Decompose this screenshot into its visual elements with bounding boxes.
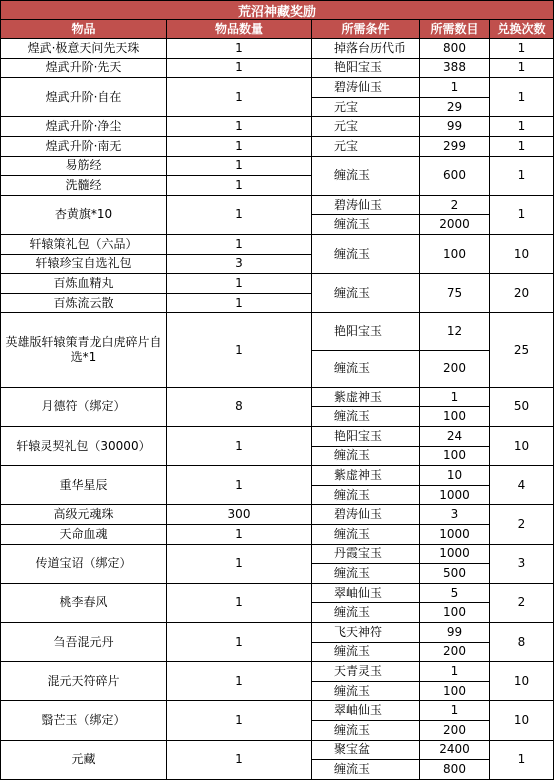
condition-name: 缠流玉 <box>312 274 420 313</box>
condition-num: 200 <box>420 351 490 388</box>
item-name: 高级元魂珠 <box>0 505 167 525</box>
condition-num: 2000 <box>420 215 490 235</box>
item-qty: 1 <box>167 525 312 545</box>
exchange-times: 1 <box>490 196 554 235</box>
item-qty: 1 <box>167 196 312 235</box>
item-name: 翳芒玉（绑定） <box>0 701 167 740</box>
condition-name: 缠流玉 <box>312 760 420 780</box>
condition-name: 聚宝盆 <box>312 741 420 761</box>
item-name: 英雄版轩辕策青龙白虎碎片自选*1 <box>0 313 167 387</box>
condition-num: 299 <box>420 137 490 157</box>
condition-name: 元宝 <box>312 137 420 157</box>
condition-name: 翠岫仙玉 <box>312 701 420 721</box>
exchange-times: 1 <box>490 78 554 117</box>
condition-name: 缠流玉 <box>312 603 420 623</box>
exchange-times: 1 <box>490 137 554 157</box>
condition-name: 掉落台历代币 <box>312 39 420 59</box>
condition-name: 翠岫仙玉 <box>312 584 420 604</box>
condition-num: 29 <box>420 98 490 118</box>
item-name: 混元天符碎片 <box>0 662 167 701</box>
condition-name: 缠流玉 <box>312 235 420 274</box>
condition-num: 100 <box>420 682 490 702</box>
condition-num: 1 <box>420 78 490 98</box>
exchange-times: 1 <box>490 157 554 196</box>
exchange-times: 1 <box>490 741 554 780</box>
condition-num: 5 <box>420 584 490 604</box>
item-name: 轩辕策礼包（六品） <box>0 235 167 255</box>
exchange-times: 25 <box>490 313 554 387</box>
condition-name: 缠流玉 <box>312 486 420 506</box>
item-name: 杏黄旗*10 <box>0 196 167 235</box>
condition-num: 500 <box>420 564 490 584</box>
item-qty: 1 <box>167 466 312 505</box>
item-qty: 1 <box>167 235 312 255</box>
item-qty: 1 <box>167 78 312 117</box>
condition-name: 天青灵玉 <box>312 662 420 682</box>
exchange-times: 1 <box>490 39 554 59</box>
condition-name: 紫虚神玉 <box>312 466 420 486</box>
item-name: 易筋经 <box>0 157 167 177</box>
item-name: 传道宝诏（绑定） <box>0 545 167 584</box>
condition-name: 飞天神符 <box>312 623 420 643</box>
item-name: 轩辕灵契礼包（30000） <box>0 427 167 466</box>
item-qty: 1 <box>167 274 312 294</box>
item-name: 煌武升阶·南无 <box>0 137 167 157</box>
item-name: 百炼流云散 <box>0 294 167 314</box>
item-name: 重华星辰 <box>0 466 167 505</box>
item-qty: 1 <box>167 59 312 79</box>
item-qty: 3 <box>167 255 312 275</box>
exchange-times: 1 <box>490 117 554 137</box>
exchange-times: 2 <box>490 584 554 623</box>
condition-num: 1000 <box>420 525 490 545</box>
item-qty: 1 <box>167 137 312 157</box>
condition-name: 缠流玉 <box>312 447 420 467</box>
header-item-qty: 物品数量 <box>167 20 312 39</box>
item-qty: 1 <box>167 584 312 623</box>
exchange-times: 10 <box>490 662 554 701</box>
condition-name: 缠流玉 <box>312 682 420 702</box>
condition-name: 艳阳宝玉 <box>312 59 420 79</box>
condition-num: 600 <box>420 157 490 196</box>
condition-num: 100 <box>420 603 490 623</box>
condition-num: 10 <box>420 466 490 486</box>
condition-name: 丹霞宝玉 <box>312 545 420 565</box>
exchange-times: 20 <box>490 274 554 313</box>
condition-num: 800 <box>420 39 490 59</box>
condition-num: 100 <box>420 447 490 467</box>
condition-name: 缠流玉 <box>312 564 420 584</box>
item-qty: 1 <box>167 294 312 314</box>
condition-num: 100 <box>420 407 490 427</box>
condition-num: 200 <box>420 721 490 741</box>
condition-name: 艳阳宝玉 <box>312 313 420 350</box>
condition-name: 缠流玉 <box>312 407 420 427</box>
item-qty: 1 <box>167 427 312 466</box>
condition-num: 99 <box>420 117 490 137</box>
condition-num: 2400 <box>420 741 490 761</box>
condition-num: 12 <box>420 313 490 350</box>
item-qty: 1 <box>167 313 312 387</box>
header-item: 物品 <box>0 20 167 39</box>
exchange-times: 50 <box>490 388 554 427</box>
condition-num: 1000 <box>420 486 490 506</box>
condition-name: 缠流玉 <box>312 157 420 196</box>
item-name: 刍吾混元丹 <box>0 623 167 662</box>
exchange-times: 2 <box>490 505 554 544</box>
item-name: 元藏 <box>0 741 167 780</box>
header-exchange-times: 兑换次数 <box>490 20 554 39</box>
item-name: 煌武升阶·先天 <box>0 59 167 79</box>
item-qty: 8 <box>167 388 312 427</box>
exchange-times: 10 <box>490 427 554 466</box>
item-name: 煌武升阶·净尘 <box>0 117 167 137</box>
item-qty: 1 <box>167 157 312 177</box>
condition-name: 缠流玉 <box>312 525 420 545</box>
item-qty: 1 <box>167 176 312 196</box>
condition-num: 100 <box>420 235 490 274</box>
header-required-num: 所需数目 <box>420 20 490 39</box>
condition-name: 碧涛仙玉 <box>312 196 420 216</box>
condition-num: 388 <box>420 59 490 79</box>
item-qty: 300 <box>167 505 312 525</box>
condition-num: 1000 <box>420 545 490 565</box>
exchange-times: 3 <box>490 545 554 584</box>
condition-name: 艳阳宝玉 <box>312 427 420 447</box>
condition-name: 缠流玉 <box>312 721 420 741</box>
table-title: 荒沼神藏奖励 <box>0 0 554 20</box>
condition-num: 1 <box>420 662 490 682</box>
item-qty: 1 <box>167 117 312 137</box>
item-qty: 1 <box>167 741 312 780</box>
item-name: 百炼血精丸 <box>0 274 167 294</box>
condition-name: 元宝 <box>312 98 420 118</box>
condition-num: 1 <box>420 701 490 721</box>
item-qty: 1 <box>167 701 312 740</box>
item-name: 轩辕珍宝自选礼包 <box>0 255 167 275</box>
condition-num: 200 <box>420 643 490 663</box>
condition-name: 碧涛仙玉 <box>312 78 420 98</box>
condition-num: 1 <box>420 388 490 408</box>
exchange-times: 8 <box>490 623 554 662</box>
item-name: 月德符（绑定） <box>0 388 167 427</box>
item-name: 桃李春风 <box>0 584 167 623</box>
condition-num: 2 <box>420 196 490 216</box>
condition-name: 缠流玉 <box>312 215 420 235</box>
item-qty: 1 <box>167 39 312 59</box>
item-qty: 1 <box>167 662 312 701</box>
condition-name: 紫虚神玉 <box>312 388 420 408</box>
condition-name: 缠流玉 <box>312 351 420 388</box>
item-qty: 1 <box>167 623 312 662</box>
condition-num: 3 <box>420 505 490 525</box>
item-name: 煌武升阶·自在 <box>0 78 167 117</box>
item-name: 煌武·极意天问先天珠 <box>0 39 167 59</box>
condition-num: 800 <box>420 760 490 780</box>
condition-num: 75 <box>420 274 490 313</box>
item-qty: 1 <box>167 545 312 584</box>
item-name: 天命血魂 <box>0 525 167 545</box>
exchange-times: 10 <box>490 701 554 740</box>
item-name: 洗髓经 <box>0 176 167 196</box>
condition-name: 缠流玉 <box>312 643 420 663</box>
condition-num: 24 <box>420 427 490 447</box>
header-condition: 所需条件 <box>312 20 420 39</box>
exchange-times: 1 <box>490 59 554 79</box>
condition-name: 碧涛仙玉 <box>312 505 420 525</box>
condition-num: 99 <box>420 623 490 643</box>
exchange-times: 4 <box>490 466 554 505</box>
exchange-times: 10 <box>490 235 554 274</box>
condition-name: 元宝 <box>312 117 420 137</box>
